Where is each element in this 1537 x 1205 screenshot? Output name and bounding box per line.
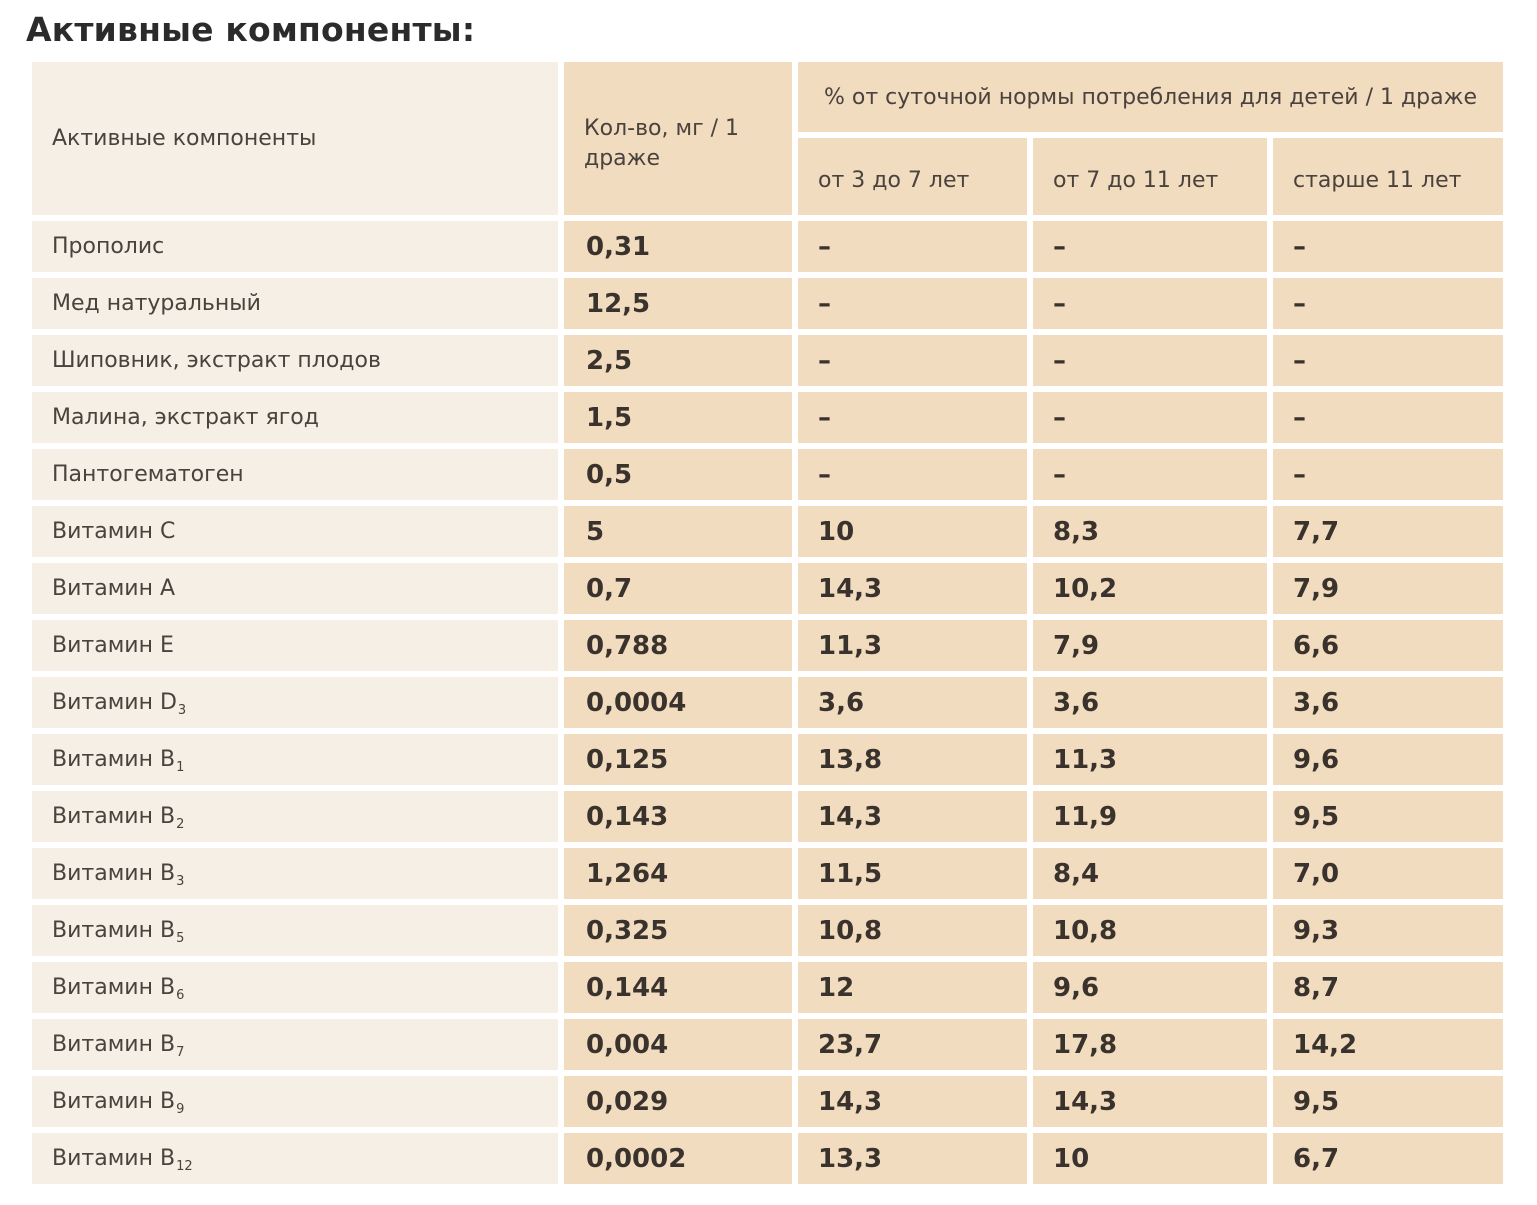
row-percent-3-7 [798,278,1027,329]
row-percent-7-11-text: 10 [1053,1143,1090,1174]
row-percent-3-7 [798,506,1027,557]
row-percent-over-11-text: 7,7 [1293,516,1340,547]
row-percent-7-11-text: 10,2 [1053,573,1118,604]
header-age-over-11: старше 11 лет [1273,138,1503,215]
row-percent-3-7 [798,677,1027,728]
row-percent-over-11 [1273,335,1503,386]
row-component-name [32,221,558,272]
row-percent-7-11 [1033,506,1267,557]
row-quantity-text: 0,0002 [586,1143,687,1174]
row-quantity-text: 12,5 [586,288,651,319]
row-percent-7-11 [1033,335,1267,386]
row-component-name [32,278,558,329]
row-percent-7-11-text: 8,3 [1053,516,1100,547]
row-percent-3-7-text: – [818,459,831,490]
row-percent-7-11-text: – [1053,288,1066,319]
row-percent-over-11-text: – [1293,288,1306,319]
row-percent-7-11 [1033,221,1267,272]
row-percent-7-11 [1033,962,1267,1013]
row-percent-over-11-text: 6,7 [1293,1143,1340,1174]
row-percent-3-7 [798,221,1027,272]
row-percent-over-11-text: 3,6 [1293,687,1340,718]
row-percent-over-11 [1273,1019,1503,1070]
row-percent-3-7-text: 14,3 [818,801,883,832]
row-percent-3-7 [798,620,1027,671]
row-percent-3-7-text: 13,8 [818,744,883,775]
row-percent-over-11 [1273,962,1503,1013]
row-percent-over-11-text: 7,0 [1293,858,1340,889]
row-quantity-text: 0,004 [586,1029,669,1060]
row-percent-over-11-text: – [1293,402,1306,433]
row-percent-3-7-text: – [818,345,831,376]
row-component-name [32,563,558,614]
row-quantity [564,449,792,500]
row-percent-over-11 [1273,734,1503,785]
row-percent-over-11-text: – [1293,459,1306,490]
row-component-subscript: 2 [176,817,185,832]
row-percent-3-7 [798,791,1027,842]
row-percent-7-11-text: 14,3 [1053,1086,1118,1117]
row-percent-3-7 [798,905,1027,956]
row-quantity [564,962,792,1013]
row-percent-3-7 [798,1133,1027,1184]
row-component-subscript: 9 [176,1102,185,1117]
row-percent-over-11-text: – [1293,231,1306,262]
row-percent-7-11 [1033,677,1267,728]
row-percent-3-7-text: 11,5 [818,858,883,889]
row-component-subscript: 12 [176,1159,193,1174]
row-quantity-text: 1,264 [586,858,669,889]
row-quantity-text: 0,125 [586,744,669,775]
row-quantity-text: 0,144 [586,972,669,1003]
row-component-name-text: Витамин В [52,747,176,772]
row-percent-7-11 [1033,278,1267,329]
row-percent-over-11 [1273,620,1503,671]
row-component-name [32,1133,558,1184]
row-component-name [32,905,558,956]
row-component-name [32,962,558,1013]
row-quantity-text: 0,0004 [586,687,687,718]
row-quantity-text: 0,325 [586,915,669,946]
row-percent-over-11 [1273,791,1503,842]
row-percent-7-11 [1033,1133,1267,1184]
row-percent-3-7-text: – [818,288,831,319]
row-component-name-text: Витамин В [52,918,176,943]
row-component-name [32,791,558,842]
row-component-name-text: Малина, экстракт ягод [52,405,319,430]
row-percent-over-11-text: 9,5 [1293,801,1340,832]
row-percent-over-11 [1273,563,1503,614]
row-component-name-text: Витамин В [52,1089,176,1114]
row-percent-7-11-text: 10,8 [1053,915,1118,946]
row-percent-7-11-text: 7,9 [1053,630,1100,661]
row-quantity [564,1133,792,1184]
row-percent-over-11-text: 9,3 [1293,915,1340,946]
row-quantity [564,1019,792,1070]
row-percent-over-11 [1273,221,1503,272]
row-percent-3-7 [798,449,1027,500]
row-quantity [564,905,792,956]
row-percent-3-7 [798,335,1027,386]
row-quantity [564,677,792,728]
row-percent-3-7 [798,563,1027,614]
row-component-name-text: Витамин С [52,519,176,544]
row-percent-3-7 [798,1076,1027,1127]
row-component-name-text: Витамин В [52,1032,176,1057]
row-percent-7-11 [1033,734,1267,785]
row-component-subscript: 3 [177,703,187,718]
row-percent-7-11-text: 11,9 [1053,801,1118,832]
row-component-name-text: Пантогематоген [52,462,244,487]
row-percent-over-11-text: 8,7 [1293,972,1340,1003]
row-component-name-text: Витамин D [52,690,177,715]
row-component-name-text: Мед натуральный [52,291,261,316]
row-percent-over-11 [1273,1133,1503,1184]
row-component-name [32,620,558,671]
row-percent-7-11 [1033,392,1267,443]
row-quantity [564,734,792,785]
row-percent-7-11-text: – [1053,459,1066,490]
row-percent-over-11 [1273,392,1503,443]
row-quantity-text: 0,5 [586,459,633,490]
components-table [32,62,1503,1184]
row-component-name-text: Витамин А [52,576,176,601]
row-percent-7-11-text: 9,6 [1053,972,1100,1003]
row-percent-7-11 [1033,905,1267,956]
row-percent-3-7 [798,1019,1027,1070]
row-percent-over-11-text: 9,6 [1293,744,1340,775]
row-percent-7-11-text: – [1053,345,1066,376]
row-component-name [32,734,558,785]
row-percent-7-11 [1033,563,1267,614]
row-percent-7-11 [1033,1019,1267,1070]
row-component-name [32,506,558,557]
row-component-name [32,848,558,899]
row-component-subscript: 6 [176,988,185,1003]
row-percent-3-7 [798,392,1027,443]
row-percent-3-7 [798,734,1027,785]
row-quantity [564,335,792,386]
row-percent-over-11-text: 14,2 [1293,1029,1358,1060]
row-percent-3-7-text: – [818,402,831,433]
row-quantity [564,392,792,443]
row-component-name-text: Витамин В [52,804,176,829]
row-component-subscript: 3 [176,874,185,889]
row-quantity [564,506,792,557]
row-quantity-text: 0,029 [586,1086,669,1117]
row-percent-3-7-text: 10 [818,516,855,547]
row-component-name-text: Прополис [52,234,165,259]
row-percent-over-11-text: 7,9 [1293,573,1340,604]
row-quantity [564,791,792,842]
row-component-name [32,677,558,728]
row-percent-7-11 [1033,620,1267,671]
row-percent-7-11 [1033,791,1267,842]
row-component-subscript: 7 [176,1045,185,1060]
row-quantity [564,1076,792,1127]
row-percent-over-11 [1273,677,1503,728]
row-quantity-text: 0,7 [586,573,633,604]
row-percent-3-7-text: 11,3 [818,630,883,661]
row-component-name [32,449,558,500]
row-percent-over-11 [1273,278,1503,329]
row-component-name [32,335,558,386]
row-percent-over-11 [1273,848,1503,899]
page-title: Активные компоненты: [26,10,476,49]
row-quantity-text: 0,143 [586,801,669,832]
row-percent-7-11 [1033,848,1267,899]
row-component-name [32,392,558,443]
row-quantity-text: 0,788 [586,630,669,661]
row-percent-3-7-text: 12 [818,972,855,1003]
row-percent-7-11-text: – [1053,231,1066,262]
row-percent-3-7-text: 13,3 [818,1143,883,1174]
row-percent-7-11-text: 17,8 [1053,1029,1118,1060]
row-component-name-text: Витамин Е [52,633,174,658]
row-percent-3-7-text: 3,6 [818,687,865,718]
row-percent-7-11-text: 3,6 [1053,687,1100,718]
row-percent-3-7 [798,962,1027,1013]
row-quantity [564,620,792,671]
row-percent-over-11-text: 9,5 [1293,1086,1340,1117]
row-percent-over-11 [1273,506,1503,557]
row-percent-3-7-text: 10,8 [818,915,883,946]
header-quantity: Кол-во, мг / 1 драже [564,62,792,215]
row-percent-3-7 [798,848,1027,899]
row-percent-3-7-text: – [818,231,831,262]
row-component-name-text: Витамин В [52,975,176,1000]
row-quantity-text: 2,5 [586,345,633,376]
row-percent-3-7-text: 14,3 [818,1086,883,1117]
row-percent-7-11-text: – [1053,402,1066,433]
header-component: Активные компоненты [32,62,558,215]
row-quantity [564,848,792,899]
row-quantity-text: 5 [586,516,605,547]
row-quantity-text: 1,5 [586,402,633,433]
row-percent-over-11-text: – [1293,345,1306,376]
header-age-7-11: от 7 до 11 лет [1033,138,1267,215]
row-percent-over-11 [1273,449,1503,500]
row-percent-7-11-text: 8,4 [1053,858,1100,889]
row-quantity-text: 0,31 [586,231,651,262]
row-component-subscript: 5 [176,931,185,946]
row-percent-over-11-text: 6,6 [1293,630,1340,661]
row-quantity [564,563,792,614]
row-component-name [32,1019,558,1070]
header-percent-group: % от суточной нормы потребления для детей / 1 драже [798,62,1503,132]
row-component-name-text: Витамин В [52,1146,176,1171]
row-component-subscript: 1 [176,760,185,775]
row-component-name [32,1076,558,1127]
row-component-name-text: Витамин В [52,861,176,886]
row-percent-3-7-text: 23,7 [818,1029,883,1060]
header-age-3-7: от 3 до 7 лет [798,138,1027,215]
row-percent-7-11-text: 11,3 [1053,744,1118,775]
row-percent-7-11 [1033,449,1267,500]
row-quantity [564,278,792,329]
row-percent-over-11 [1273,905,1503,956]
row-percent-3-7-text: 14,3 [818,573,883,604]
row-percent-7-11 [1033,1076,1267,1127]
row-quantity [564,221,792,272]
row-percent-over-11 [1273,1076,1503,1127]
row-component-name-text: Шиповник, экстракт плодов [52,348,381,373]
